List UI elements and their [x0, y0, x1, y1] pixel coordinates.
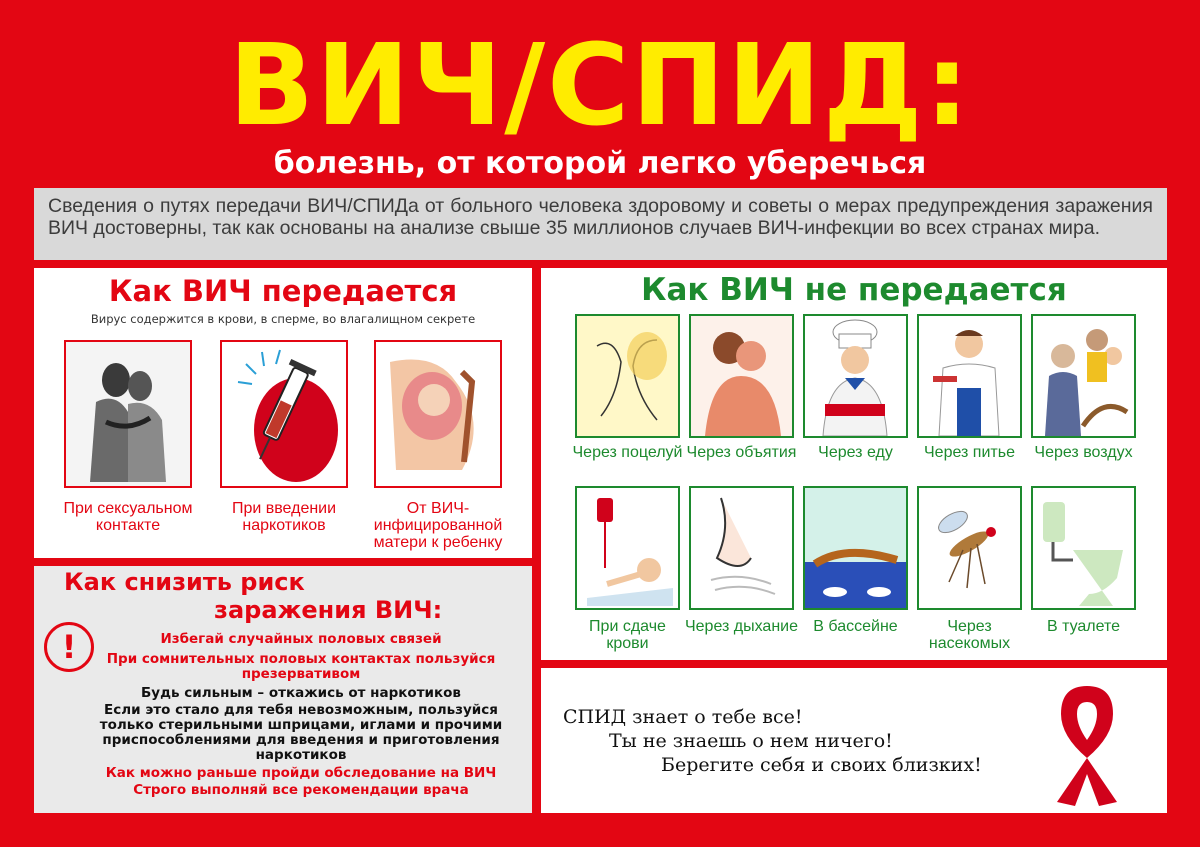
risk-line-4: Если это стало для тебя невозможным, пользуйся только стерильными шприцами, иглами и прочими приспособлениями для введения и приготовления наркотиков	[99, 702, 503, 763]
not-label-toilet: В туалете	[1046, 618, 1121, 635]
transmitted-label-sexual: При сексуальном контакте	[63, 500, 193, 534]
risk-line-2: При сомнительных половых контактах пользуйся презервативом	[106, 651, 496, 682]
not-label-pool: В бассейне	[813, 618, 898, 635]
quote-line-3: Берегите себя и своих близких!	[661, 754, 982, 776]
intro-text: Сведения о путях передачи ВИЧ/СПИДа от больного человека здоровому и советы о мерах предупреждения заражения ВИЧ достоверны, так как основаны на анализе свыше 35 миллионов случаев ВИЧ-инфекции во всех странах мира.	[34, 188, 1167, 260]
red-ribbon-icon	[1027, 674, 1147, 812]
risk-line-3: Будь сильным – откажись от наркотиков	[141, 685, 461, 701]
risk-line-1: Избегай случайных половых связей	[160, 631, 442, 647]
toilet-icon	[1031, 486, 1136, 610]
syringe-icon	[220, 340, 348, 488]
quote-panel	[541, 668, 1167, 813]
not-label-drink: Через питье	[924, 444, 1015, 461]
poster-title: ВИЧ/СПИД:	[228, 21, 972, 151]
quote-line-1: СПИД знает о тебе все!	[563, 706, 803, 728]
risk-line-6: Строго выполняй все рекомендации врача	[133, 782, 469, 798]
hug-icon	[689, 314, 794, 438]
risk-heading-line2: заражения ВИЧ:	[214, 596, 443, 624]
not-label-insects: Через насекомых	[928, 618, 1011, 652]
risk-panel	[34, 566, 532, 813]
transmitted-heading: Как ВИЧ передается	[108, 274, 458, 308]
exclamation-icon: !	[44, 622, 94, 672]
risk-heading-line1: Как снизить риск	[64, 568, 305, 596]
not-label-air: Через воздух	[1034, 444, 1133, 461]
family-icon	[1031, 314, 1136, 438]
transmitted-label-mother: От ВИЧ-инфицированной матери к ребенку	[373, 500, 503, 551]
not-label-food: Через еду	[818, 444, 893, 461]
not-label-blood: При сдаче крови	[589, 618, 666, 652]
swimmer-icon	[803, 486, 908, 610]
couple-kissing-icon	[64, 340, 192, 488]
transmitted-note: Вирус содержится в крови, в сперме, во влагалищном секрете	[90, 312, 476, 326]
not-transmitted-panel	[541, 268, 1167, 660]
not-transmitted-heading: Как ВИЧ не передается	[641, 272, 1067, 308]
not-label-kiss: Через поцелуй	[572, 444, 683, 461]
blood-donation-icon	[575, 486, 680, 610]
nose-icon	[689, 486, 794, 610]
poster-subtitle: болезнь, от которой легко уберечься	[273, 146, 927, 181]
pregnancy-icon	[374, 340, 502, 488]
chef-icon	[803, 314, 908, 438]
transmitted-panel	[34, 268, 532, 558]
risk-line-5: Как можно раньше пройди обследование на ВИЧ	[105, 765, 497, 781]
transmitted-label-drugs: При введении наркотиков	[231, 500, 337, 534]
mosquito-icon	[917, 486, 1022, 610]
kiss-icon	[575, 314, 680, 438]
quote-line-2: Ты не знаешь о нем ничего!	[609, 730, 893, 752]
not-label-breath: Через дыхание	[684, 618, 798, 635]
not-label-hug: Через объятия	[686, 444, 797, 461]
waiter-icon	[917, 314, 1022, 438]
